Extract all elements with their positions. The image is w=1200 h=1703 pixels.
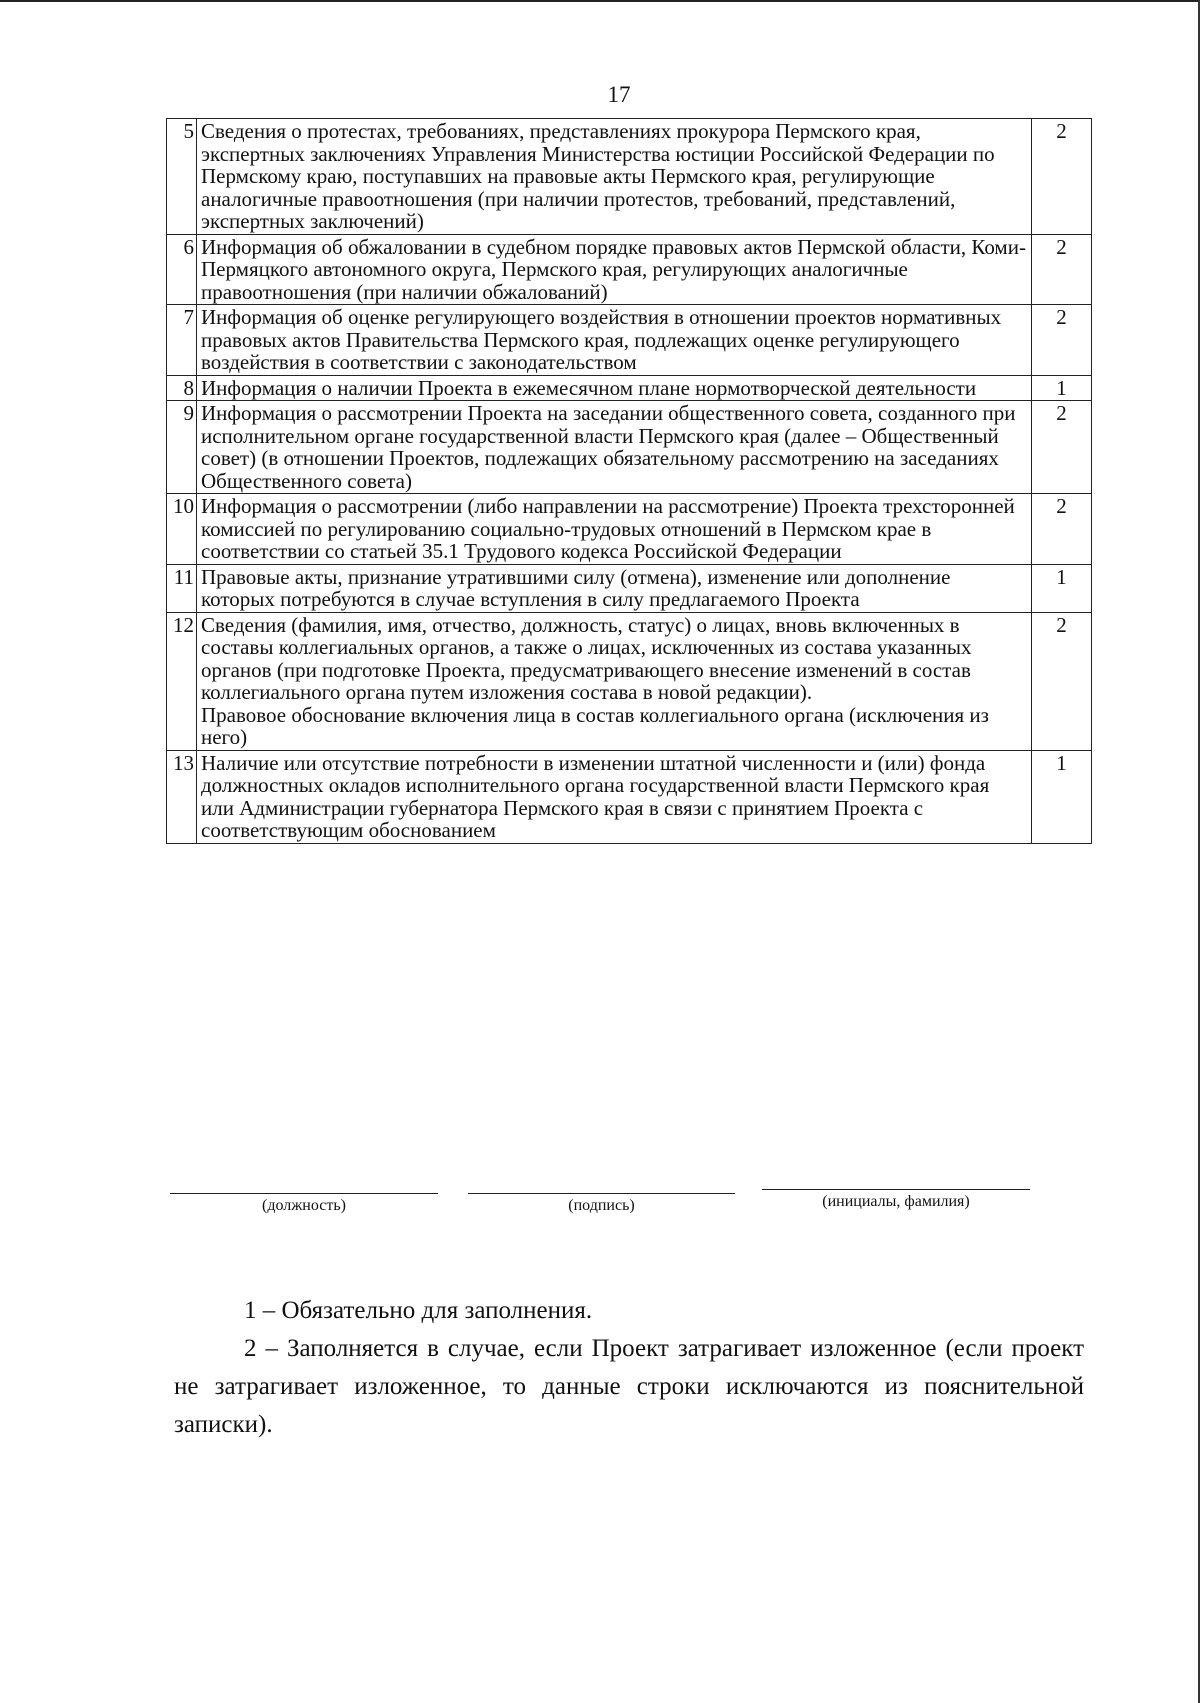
signature-field: [468, 1193, 735, 1215]
row-code: 2: [1032, 612, 1092, 750]
signature-label: (подпись): [568, 1197, 635, 1214]
row-number: 5: [167, 119, 197, 235]
row-code: 1: [1032, 564, 1092, 612]
position-label: (должность): [262, 1197, 346, 1214]
row-number: 10: [167, 494, 197, 565]
row-number: 11: [167, 564, 197, 612]
row-code: 2: [1032, 494, 1092, 565]
row-number: 8: [167, 375, 197, 401]
table-row: [167, 375, 1092, 401]
scan-edge-top: [0, 0, 1200, 2]
row-text: Информация об оценке регулирующего воздействия в отношении проектов нормативных правовых актов Правительства Пермского края, подлежащих оценке регулирующего воздействия в соответствии с законодательством: [197, 305, 1032, 376]
table-row: [167, 494, 1092, 565]
row-code: 2: [1032, 234, 1092, 305]
table-row: [167, 234, 1092, 305]
table-row: [167, 564, 1092, 612]
name-field: [762, 1189, 1030, 1211]
table-row: [167, 401, 1092, 494]
table-row: [167, 750, 1092, 843]
table-row: [167, 305, 1092, 376]
row-text: Сведения (фамилия, имя, отчество, должность, статус) о лицах, вновь включенных в составы коллегиальных органов, а также о лицах, исключенных из состава указанных органов (при подготовке Проекта, предусматривающего внесение изменений в состав коллегиального органа путем изложения состава в новой редакции).: [201, 612, 972, 704]
row-text: Информация о рассмотрении (либо направлении на рассмотрение) Проекта трехсторонней комиссией по регулированию социально-трудовых отношений в Пермском крае в соответствии со статьей 35.1 Трудового кодекса Российской Федерации: [197, 494, 1032, 565]
signature-block: [170, 1193, 1030, 1233]
row-number: 7: [167, 305, 197, 376]
footnote-1: 1 – Обязательно для заполнения.: [244, 1297, 593, 1324]
footnote-2: 2 – Заполняется в случае, если Проект затрагивает изложенное (если проект не затрагивает изложенное, то данные строки исключаются из пояснительной записки).: [174, 1335, 1084, 1438]
table-row: [167, 119, 1092, 235]
row-code: 1: [1032, 750, 1092, 843]
row-text: Правовые акты, признание утратившими силу (отмена), изменение или дополнение которых потребуются в случае вступления в силу предлагаемого Проекта: [197, 564, 1032, 612]
explanatory-note-table: [166, 118, 1091, 844]
row-number: 9: [167, 401, 197, 494]
table-row: [167, 612, 1092, 750]
row-text: Наличие или отсутствие потребности в изменении штатной численности и (или) фонда должностных окладов исполнительного органа государственной власти Пермского края или Администрации губернатора Пермского края в связи с принятием Проекта с соответствующим обоснованием: [197, 750, 1032, 843]
row-number: 13: [167, 750, 197, 843]
position-field: [170, 1193, 438, 1215]
name-label: (инициалы, фамилия): [822, 1193, 970, 1210]
row-number: 6: [167, 234, 197, 305]
row-text-block: [197, 612, 1032, 750]
row-code: 2: [1032, 305, 1092, 376]
footnotes: [174, 1292, 1084, 1444]
row-text: Информация о рассмотрении Проекта на заседании общественного совета, созданного при исполнительном органе государственной власти Пермского края (далее – Общественный совет) (в отношении Проектов, подлежащих обязательному рассмотрению на заседаниях Общественного совета): [197, 401, 1032, 494]
row-number: 12: [167, 612, 197, 750]
row-text: Информация об обжаловании в судебном порядке правовых актов Пермской области, Коми-Пермяцкого автономного округа, Пермского края, регулирующих аналогичные правоотношения (при наличии обжалований): [197, 234, 1032, 305]
page-number: 17: [607, 82, 631, 107]
row-code: 1: [1032, 375, 1092, 401]
row-code: 2: [1032, 119, 1092, 235]
row-text: Сведения о протестах, требованиях, представлениях прокурора Пермского края, экспертных заключениях Управления Министерства юстиции Российской Федерации по Пермскому краю, поступавших на правовые акты Пермского края, регулирующие аналогичные правоотношения (при наличии протестов, требований, представлений, экспертных заключений): [197, 119, 1032, 235]
row-text: Информация о наличии Проекта в ежемесячном плане нормотворческой деятельности: [197, 375, 1032, 401]
row-code: 2: [1032, 401, 1092, 494]
row-text-secondary: Правовое обоснование включения лица в состав коллегиального органа (исключения из него): [201, 702, 989, 749]
